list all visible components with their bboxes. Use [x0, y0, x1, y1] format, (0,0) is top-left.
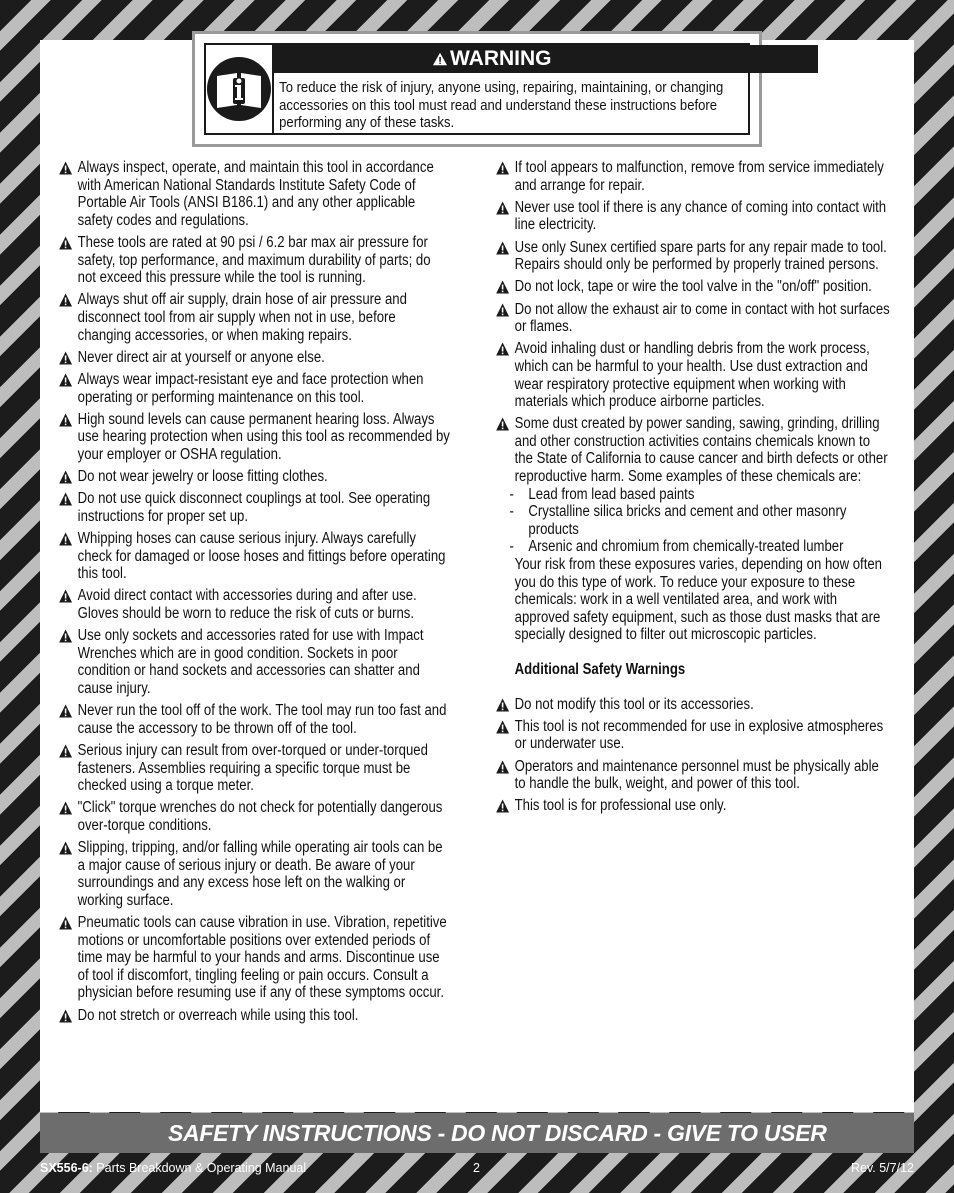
warning-item	[57, 799, 451, 834]
warning-triangle-icon	[59, 373, 73, 387]
warning-item	[57, 234, 451, 287]
warning-triangle-icon	[59, 801, 73, 815]
warning-item-text: Use only Sunex certified spare parts for any repair made to tool. Repairs should only be performed by properly trained persons.	[514, 238, 887, 274]
right-column	[494, 159, 890, 820]
warning-item-text: This tool is for professional use only.	[514, 797, 727, 815]
warning-item	[57, 371, 451, 406]
warning-item-text: Avoid inhaling dust or handling debris from the work process, which can be harmful to your health. Use dust extraction and wear respiratory protective equipment when working with materials which produce airborne particles.	[514, 340, 870, 411]
warning-triangle-icon	[432, 52, 448, 66]
warning-item-text: Always shut off air supply, drain hose of air pressure and disconnect tool from air supply when not in use, before changing accessories, or when making repairs.	[77, 291, 407, 344]
warning-item	[57, 702, 451, 737]
risk-paragraph: Your risk from these exposures varies, depending on how often you do this type of work. To reduce your exposure to these chemicals: work in a well ventilated area, and work with approved safety equipment, such as those dust masks that are specially designed to filter out microscopic particles.	[514, 556, 882, 644]
read-manual-icon	[206, 56, 272, 122]
risk-paragraph-wrap	[494, 556, 890, 644]
warning-item	[494, 758, 890, 793]
footer-model: SX556-6:	[40, 1161, 93, 1175]
warning-content	[274, 45, 818, 133]
additional-heading: Additional Safety Warnings	[514, 661, 686, 678]
warning-icon-cell	[206, 45, 274, 133]
warning-header	[274, 45, 818, 73]
list-dash: -	[509, 538, 514, 556]
chemical-list-item	[494, 486, 890, 504]
footer-left	[40, 1161, 306, 1175]
list-dash: -	[509, 485, 514, 503]
warning-item	[494, 278, 890, 296]
warning-item-text: Never direct air at yourself or anyone else.	[77, 348, 325, 366]
warning-triangle-icon	[59, 532, 73, 546]
warning-triangle-icon	[496, 720, 510, 734]
warning-item-text: Do not lock, tape or wire the tool valve in the "on/off" position.	[514, 278, 872, 296]
warning-item-text: High sound levels can cause permanent hearing loss. Always use hearing protection when using this tool as recommended by your employer or OSHA regulation.	[77, 410, 450, 463]
warning-item	[57, 411, 451, 464]
warning-triangle-icon	[59, 744, 73, 758]
chemical-text: Arsenic and chromium from chemically-treated lumber	[528, 538, 844, 556]
warning-item-text: "Click" torque wrenches do not check for potentially dangerous over-torque conditions.	[77, 799, 443, 834]
chemicals-list	[494, 486, 890, 556]
warning-item	[57, 468, 451, 486]
warning-triangle-icon	[496, 698, 510, 712]
footer-page-number: 2	[473, 1161, 480, 1175]
warning-triangle-icon	[59, 236, 73, 250]
warning-item	[57, 742, 451, 795]
warning-title: WARNING	[450, 47, 552, 70]
warning-item-text: Slipping, tripping, and/or falling while operating air tools can be a major cause of serious injury or death. Be aware of your surroundings and any excess hose left on the walking or working surface.	[77, 839, 443, 909]
warning-triangle-icon	[59, 916, 73, 930]
warning-item	[57, 291, 451, 344]
warning-item-text: Do not wear jewelry or loose fitting clothes.	[77, 468, 328, 486]
safety-banner: SAFETY INSTRUCTIONS - DO NOT DISCARD - GIVE TO USER	[40, 1113, 914, 1153]
warning-item-text: Do not use quick disconnect couplings at tool. See operating instructions for proper set up.	[77, 490, 431, 525]
warning-item-text: Always inspect, operate, and maintain this tool in accordance with American National Standards Institute Safety Code of Portable Air Tools (ANSI B186.1) and any other applicable safety codes and regulations.	[77, 159, 434, 229]
warning-item	[57, 530, 451, 583]
warning-item-text: Never use tool if there is any chance of coming into contact with line electricity.	[514, 198, 887, 234]
warning-item	[494, 301, 890, 336]
warning-triangle-icon	[59, 841, 73, 855]
warning-item	[57, 839, 451, 909]
footer-revision: Rev. 5/7/12	[850, 1161, 914, 1175]
warning-triangle-icon	[59, 492, 73, 506]
footer-manual: Parts Breakdown & Operating Manual	[96, 1161, 307, 1175]
warning-item	[494, 696, 890, 714]
warning-item-text: Use only sockets and accessories rated for use with Impact Wrenches which are in good condition. Sockets in poor condition or hand sockets and accessories can shatter and cause injury.	[77, 627, 424, 697]
warning-triangle-icon	[496, 417, 510, 431]
warning-item-text: Pneumatic tools can cause vibration in use. Vibration, repetitive motions or uncomfortable positions over extended periods of time may be harmful to your hands and arms. Discontinue use of tool if discomfort, tingling feeling or pain occurs. Consult a physician before resuming use if any of these symptoms occur.	[77, 914, 447, 1002]
warning-triangle-icon	[59, 1009, 73, 1023]
warning-triangle-icon	[496, 241, 510, 255]
warning-item-text: Do not allow the exhaust air to come in contact with hot surfaces or flames.	[514, 300, 890, 336]
warning-triangle-icon	[496, 799, 510, 813]
warning-text: To reduce the risk of injury, anyone using, repairing, maintaining, or changing accessories on this tool must read and understand these instructions before performing any of these tasks.	[279, 79, 724, 132]
warning-item	[57, 587, 451, 622]
warning-item	[494, 340, 890, 410]
warning-triangle-icon	[496, 303, 510, 317]
left-column	[57, 159, 451, 1029]
warning-item-text: These tools are rated at 90 psi / 6.2 bar max air pressure for safety, top performance, and maximum durability of parts; do not exceed this pressure while the tool is running.	[77, 233, 431, 287]
chemical-text: Crystalline silica bricks and cement and other masonry products	[528, 503, 847, 538]
warning-item-text: Avoid direct contact with accessories during and after use. Gloves should be worn to reduce the risk of cuts or burns.	[77, 587, 417, 622]
warning-box-inner	[204, 43, 750, 135]
warning-item-text: Serious injury can result from over-torqued or under-torqued fasteners. Assemblies requiring a specific torque must be checked using a torque meter.	[77, 741, 428, 795]
warning-item-text: Do not modify this tool or its accessories.	[514, 695, 754, 713]
warning-triangle-icon	[496, 201, 510, 215]
warning-item	[494, 718, 890, 753]
warning-item	[494, 797, 890, 815]
warning-item	[494, 159, 890, 194]
warning-item	[57, 159, 451, 229]
warning-triangle-icon	[496, 760, 510, 774]
warning-item-text: If tool appears to malfunction, remove from service immediately and arrange for repair.	[514, 159, 884, 194]
warning-item-text: Always wear impact-resistant eye and face protection when operating or performing maintenance on this tool.	[77, 370, 424, 406]
warning-item	[57, 627, 451, 697]
warning-item	[494, 239, 890, 274]
warning-triangle-icon	[59, 470, 73, 484]
warning-triangle-icon	[59, 629, 73, 643]
additional-items	[494, 696, 890, 815]
warning-triangle-icon	[59, 351, 73, 365]
warning-triangle-icon	[59, 704, 73, 718]
warning-item-text: Whipping hoses can cause serious injury. Always carefully check for damaged or loose hoses and fittings before operating this tool.	[77, 530, 446, 583]
warning-triangle-icon	[59, 413, 73, 427]
warning-triangle-icon	[59, 589, 73, 603]
warning-item-text: This tool is not recommended for use in explosive atmospheres or underwater use.	[514, 717, 884, 753]
warning-item-text: Do not stretch or overreach while using this tool.	[77, 1006, 359, 1024]
warning-triangle-icon	[496, 161, 510, 175]
warning-item	[57, 1007, 451, 1025]
warning-box	[192, 31, 762, 147]
warning-item-text: Some dust created by power sanding, sawing, grinding, drilling and other construction activities contains chemicals known to the State of California to cause cancer and birth defects or other reproductive harm. Some examples of these chemicals are:	[514, 415, 888, 486]
warning-item-text: Never run the tool off of the work. The tool may run too fast and cause the accessory to be thrown off of the tool.	[77, 702, 447, 737]
chemical-text: Lead from lead based paints	[528, 485, 695, 503]
warning-item	[494, 199, 890, 234]
list-dash: -	[509, 503, 514, 521]
warning-triangle-icon	[496, 342, 510, 356]
warning-item	[57, 914, 451, 1002]
warning-item	[57, 490, 451, 525]
warning-triangle-icon	[496, 280, 510, 294]
warning-item	[494, 415, 890, 485]
warning-triangle-icon	[59, 293, 73, 307]
chemical-list-item	[494, 538, 890, 556]
right-items	[494, 159, 890, 486]
warning-triangle-icon	[59, 161, 73, 175]
warning-item-text: Operators and maintenance personnel must be physically able to handle the bulk, weight, and power of this tool.	[514, 757, 879, 793]
chemical-list-item	[494, 503, 890, 538]
warning-item	[57, 349, 451, 367]
